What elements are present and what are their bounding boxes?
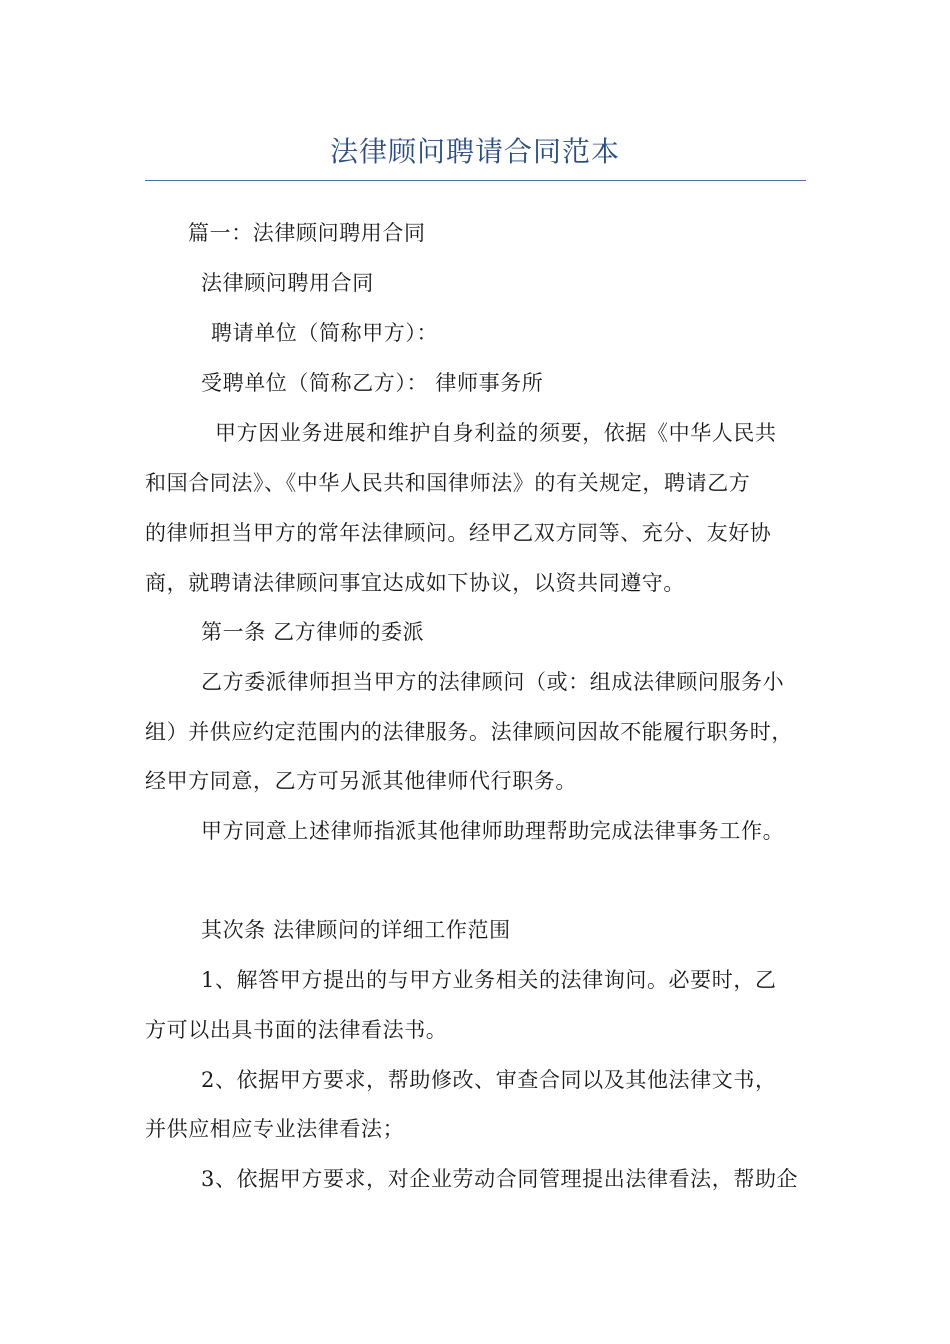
party-a-line: 聘请单位（简称甲方）： (211, 321, 439, 345)
article-heading: 第一条 乙方律师的委派 (201, 620, 425, 644)
paragraph-line: 的律师担当甲方的常年法律顾问。经甲乙双方同等、充分、友好协 (145, 521, 772, 545)
list-item: 2、依据甲方要求，帮助修改、审查合同以及其他法律文书， (201, 1068, 777, 1092)
list-item: 3、依据甲方要求，对企业劳动合同管理提出法律看法，帮助企 (201, 1167, 799, 1191)
article-heading: 其次条 法律顾问的详细工作范围 (201, 918, 511, 942)
document-title: 法律顾问聘请合同范本 (329, 135, 620, 168)
paragraph-line: 乙方委派律师担当甲方的法律顾问（或：组成法律顾问服务小 (201, 670, 785, 694)
party-b-line: 受聘单位（简称乙方）： 律师事务所 (201, 371, 544, 395)
paragraph-line: 甲方因业务进展和维护自身利益的须要，依据《中华人民共 (215, 421, 777, 445)
paragraph-line: 经甲方同意，乙方可另派其他律师代行职务。 (145, 769, 577, 793)
section-heading: 篇一：法律顾问聘用合同 (188, 221, 426, 245)
list-item-continuation: 并供应相应专业法律看法； (145, 1117, 405, 1141)
paragraph-line: 商，就聘请法律顾问事宜达成如下协议，以资共同遵守。 (145, 571, 685, 595)
contract-name: 法律顾问聘用合同 (201, 271, 374, 295)
list-item-continuation: 方可以出具书面的法律看法书。 (145, 1018, 448, 1042)
paragraph-line: 和国合同法》、《中华人民共和国律师法》的有关规定，聘请乙方 (145, 471, 751, 495)
title-underline (145, 180, 806, 181)
paragraph-line: 组）并供应约定范围内的法律服务。法律顾问因故不能履行职务时， (145, 720, 793, 744)
list-item: 1、解答甲方提出的与甲方业务相关的法律询问。必要时，乙 (201, 968, 777, 992)
paragraph-line: 甲方同意上述律师指派其他律师助理帮助完成法律事务工作。 (201, 819, 785, 843)
